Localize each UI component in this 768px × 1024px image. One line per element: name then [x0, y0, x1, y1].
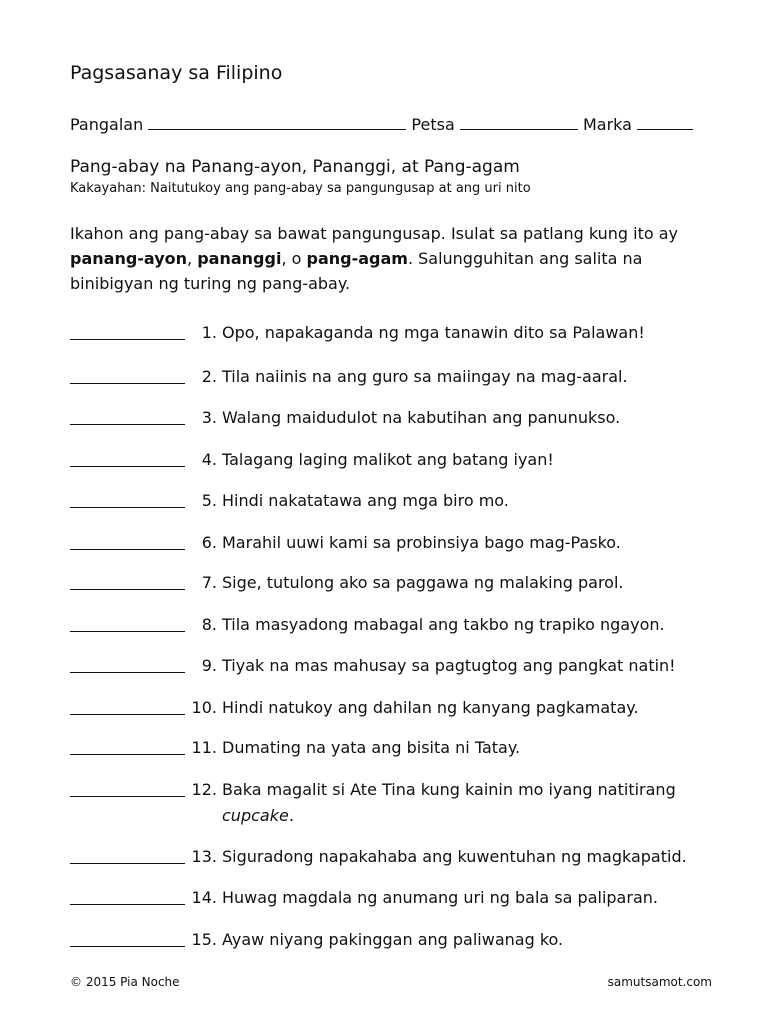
score-blank[interactable] [637, 113, 693, 130]
term-pananggi: pananggi [197, 249, 282, 268]
item-number: 6. [201, 533, 217, 552]
answer-blank[interactable] [70, 863, 185, 864]
instructions-separator: , o [281, 249, 307, 268]
term-pang-agam: pang-agam [306, 249, 408, 268]
answer-blank[interactable] [70, 589, 185, 590]
item-number: 14. [191, 888, 217, 907]
answer-blank[interactable] [70, 714, 185, 715]
item-number: 10. [191, 698, 217, 717]
site-link[interactable]: samutsamot.com [607, 975, 712, 989]
item-number: 3. [201, 408, 217, 427]
item-sentence: Huwag magdala ng anumang uri ng bala sa paliparan. [222, 888, 658, 907]
date-label: Petsa [411, 115, 455, 134]
item-sentence: Dumating na yata ang bisita ni Tatay. [222, 738, 521, 757]
item-sentence: Walang maidudulot na kabutihan ang panunukso. [222, 408, 621, 427]
item-sentence: Hindi natukoy ang dahilan ng kanyang pagkamatay. [222, 698, 639, 717]
instructions-text: . Salungguhitan ang salita na binibigyan ng turing ng pang-abay. [70, 249, 643, 293]
item-sentence: Ayaw niyang pakinggan ang paliwanag ko. [222, 930, 564, 949]
item-sentence: Talagang laging malikot ang batang iyan! [222, 450, 554, 469]
item-sentence [222, 777, 732, 829]
answer-blank[interactable] [70, 672, 185, 673]
name-blank[interactable] [148, 113, 406, 130]
answer-blank[interactable] [70, 754, 185, 755]
item-number: 1. [201, 323, 217, 342]
item-number: 11. [191, 738, 217, 757]
name-label: Pangalan [70, 115, 144, 134]
item-sentence: Siguradong napakahaba ang kuwentuhan ng magkapatid. [222, 847, 687, 866]
item-number: 12. [191, 780, 217, 799]
answer-blank[interactable] [70, 631, 185, 632]
answer-blank[interactable] [70, 549, 185, 550]
item-sentence: Tiyak na mas mahusay sa pagtugtog ang pangkat natin! [222, 656, 676, 675]
student-info-line [70, 113, 693, 134]
item-sentence: Tila masyadong mabagal ang takbo ng trapiko ngayon. [222, 615, 665, 634]
answer-blank[interactable] [70, 507, 185, 508]
item-number: 8. [201, 615, 217, 634]
term-panang-ayon: panang-ayon [70, 249, 188, 268]
item-number: 15. [191, 930, 217, 949]
answer-blank[interactable] [70, 946, 185, 947]
answer-blank[interactable] [70, 383, 185, 384]
answer-blank[interactable] [70, 466, 185, 467]
answer-blank[interactable] [70, 339, 185, 340]
answer-blank[interactable] [70, 424, 185, 425]
item-sentence: Marahil uuwi kami sa probinsiya bago mag-Pasko. [222, 533, 621, 552]
item-number: 4. [201, 450, 217, 469]
worksheet-title: Pagsasanay sa Filipino [70, 62, 283, 84]
item-number: 13. [191, 847, 217, 866]
item-sentence: Hindi nakatatawa ang mga biro mo. [222, 491, 509, 510]
instructions-separator: , [187, 249, 198, 268]
item-number: 2. [201, 367, 217, 386]
item-sentence: Sige, tutulong ako sa paggawa ng malaking parol. [222, 573, 624, 592]
item-sentence: Opo, napakaganda ng mga tanawin dito sa Palawan! [222, 323, 645, 342]
instructions-text: Ikahon ang pang-abay sa bawat pangungusap. Isulat sa patlang kung ito ay [70, 224, 679, 243]
score-label: Marka [582, 115, 632, 134]
item-number: 5. [201, 491, 217, 510]
skill-description: Kakayahan: Naitutukoy ang pang-abay sa pangungusap at ang uri nito [70, 181, 531, 196]
instructions [70, 221, 720, 296]
item-italic-word: cupcake [222, 806, 289, 825]
item-number: 7. [201, 573, 217, 592]
item-number: 9. [201, 656, 217, 675]
answer-blank[interactable] [70, 904, 185, 905]
item-sentence-end: . [288, 806, 294, 825]
date-blank[interactable] [460, 113, 578, 130]
item-sentence-line: Baka magalit si Ate Tina kung kainin mo iyang natitirang [222, 780, 676, 799]
item-sentence: Tila naiinis na ang guro sa maiingay na mag-aaral. [222, 367, 628, 386]
lesson-subtitle: Pang-abay na Panang-ayon, Pananggi, at Pang-agam [70, 157, 520, 177]
copyright-notice: © 2015 Pia Noche [70, 975, 180, 989]
answer-blank[interactable] [70, 796, 185, 797]
